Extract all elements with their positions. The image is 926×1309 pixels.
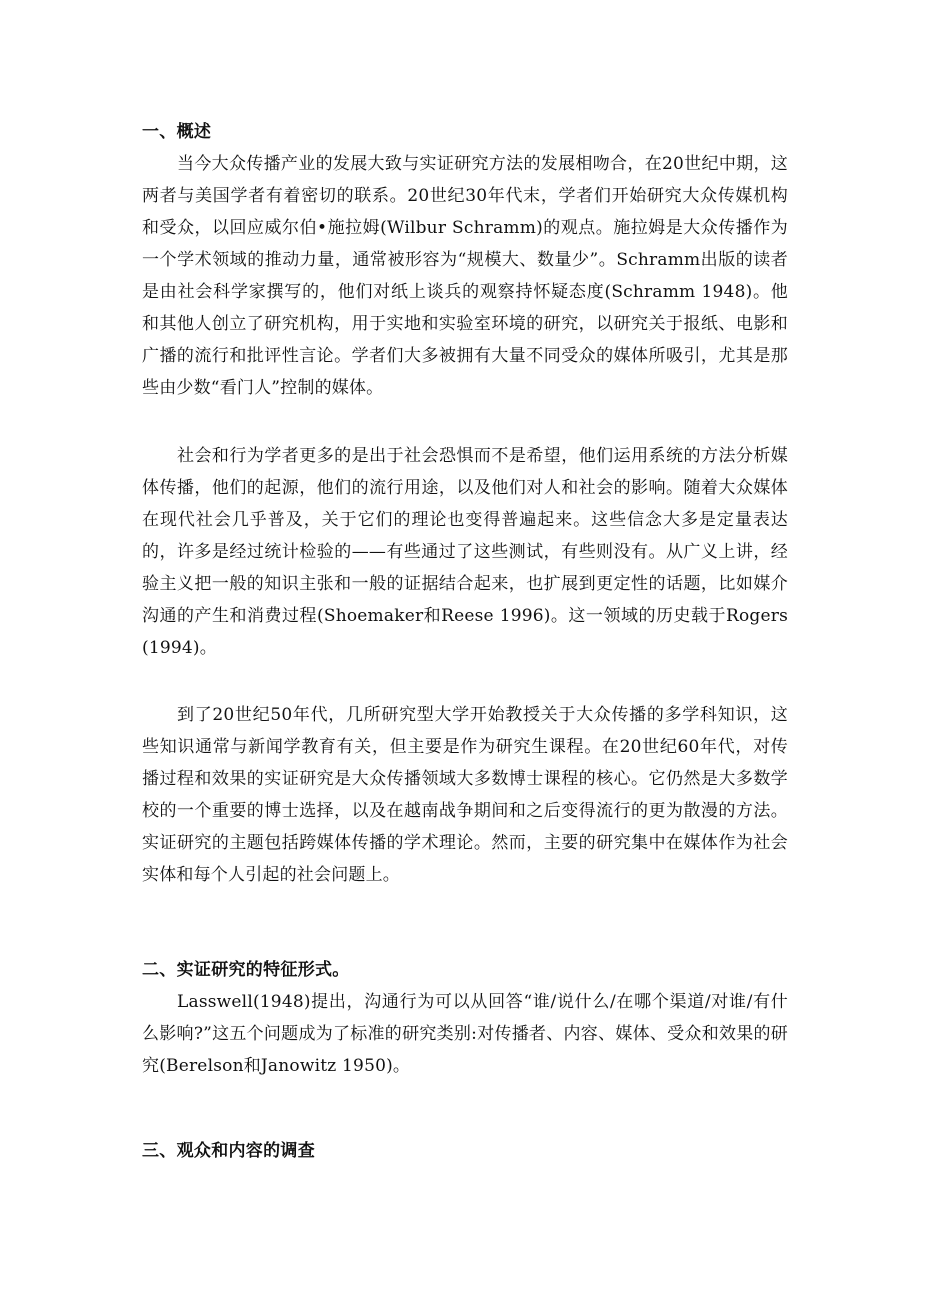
section-1-paragraph-2: 社会和行为学者更多的是出于社会恐惧而不是希望，他们运用系统的方法分析媒体传播，他们的起源，他们的流行用途，以及他们对人和社会的影响。随着大众媒体在现代社会几乎普及，关于它们的理论也变得普遍起来。这些信念大多是定量表达的，许多是经过统计检验的——有些通过了这些测试，有些则没有。从广义上讲，经验主义把一般的知识主张和一般的证据结合起来，也扩展到更定性的话题，比如媒介沟通的产生和消费过程(Shoemaker和Reese 1996)。这一领域的历史载于Rogers(1994)。 [142, 446, 788, 658]
section-3-heading: 三、观众和内容的调查 [142, 1141, 315, 1161]
section-2-heading: 二、实证研究的特征形式。 [142, 960, 350, 980]
section-1-paragraph-1: 当今大众传播产业的发展大致与实证研究方法的发展相吻合，在20世纪中期，这两者与美国学者有着密切的联系。20世纪30年代末，学者们开始研究大众传媒机构和受众，以回应威尔伯•施拉姆(Wilbur Schramm)的观点。施拉姆是大众传播作为一个学术领域的推动力量，通常被形容为“规模大、数量少”。Schramm出版的读者是由社会科学家撰写的，他们对纸上谈兵的观察持怀疑态度(Schramm 1948)。他和其他人创立了研究机构，用于实地和实验室环境的研究，以研究关于报纸、电影和广播的流行和批评性言论。学者们大多被拥有大量不同受众的媒体所吸引，尤其是那些由少数“看门人”控制的媒体。 [142, 154, 788, 398]
section-2-paragraph-1: Lasswell(1948)提出，沟通行为可以从回答“谁/说什么/在哪个渠道/对谁/有什么影响?”这五个问题成为了标准的研究类别:对传播者、内容、媒体、受众和效果的研究(Berelson和Janowitz 1950)。 [142, 992, 788, 1076]
section-1-heading: 一、概述 [142, 122, 212, 142]
section-1-paragraph-3: 到了20世纪50年代，几所研究型大学开始教授关于大众传播的多学科知识，这些知识通常与新闻学教育有关，但主要是作为研究生课程。在20世纪60年代，对传播过程和效果的实证研究是大众传播领域大多数博士课程的核心。它仍然是大多数学校的一个重要的博士选择，以及在越南战争期间和之后变得流行的更为散漫的方法。实证研究的主题包括跨媒体传播的学术理论。然而，主要的研究集中在媒体作为社会实体和每个人引起的社会问题上。 [142, 705, 788, 885]
